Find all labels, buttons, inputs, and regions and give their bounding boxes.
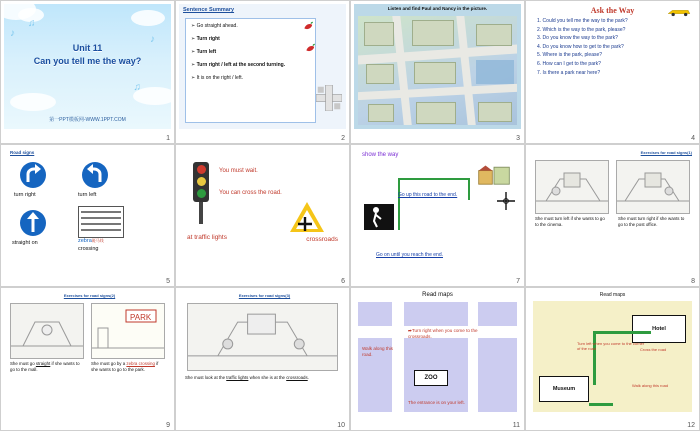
slide-number: 3	[516, 134, 520, 142]
slide-number: 8	[691, 278, 695, 286]
slide-cell-9[interactable]	[0, 287, 175, 431]
road	[456, 16, 475, 125]
building-block	[368, 104, 394, 122]
building-block	[414, 62, 456, 84]
street-sketch-icon	[11, 304, 83, 358]
slide-number: 2	[341, 134, 345, 142]
list-item: 4. Do you know how to get to the park?	[537, 43, 624, 50]
green-light	[197, 189, 206, 198]
crossroads-symbol-icon	[297, 216, 313, 232]
list-item: 7. Is there a park near here?	[537, 69, 601, 76]
hotel-block: Hotel	[632, 315, 686, 343]
slide-7-heading: show the way	[362, 151, 399, 158]
caption-left: She must turn left if she wants to go to the cinema.	[535, 215, 605, 227]
slide-10	[179, 291, 346, 416]
slide-cell-6[interactable]	[175, 144, 350, 288]
list-item: 1. Could you tell me the way to the park?	[537, 18, 628, 24]
underlined-word: traffic lights	[226, 375, 249, 381]
underlined-word: zebra crossing	[126, 361, 155, 367]
road	[358, 84, 517, 100]
text-turn-right	[408, 328, 482, 340]
item-text: It is on the right / left.	[196, 75, 244, 81]
traffic-light-icon	[193, 162, 209, 202]
slide-1-title	[4, 42, 171, 68]
slide-2-heading: Sentence Summary	[183, 7, 235, 13]
slide-12-heading: Read maps	[599, 292, 626, 299]
turn-right-text: Turn right when you come to the crossroads.	[408, 328, 478, 340]
sentence-box	[185, 18, 316, 123]
compass-icon	[497, 192, 515, 210]
map-board	[533, 301, 692, 412]
label-straight-on: straight on	[12, 239, 38, 246]
slide-5-heading: Road signs	[10, 149, 35, 155]
turn-right-arrow-icon	[20, 162, 46, 188]
slide-4	[529, 4, 696, 129]
slide-8-heading: Exercises for road signs(1)	[640, 149, 692, 155]
item-text: Go straight ahead.	[196, 23, 238, 29]
underlined-word: straight	[35, 361, 51, 367]
building-block	[412, 20, 454, 46]
street-photo-left	[10, 303, 84, 359]
museum-block: Museum	[539, 376, 589, 402]
text-walk-along: Walk along this road	[632, 382, 669, 388]
pepper-icon	[304, 42, 316, 54]
label-crossroads: crossroads	[306, 235, 338, 243]
yellow-light	[197, 177, 206, 186]
zebra-cn: 斑马线	[91, 237, 104, 243]
park-sketch-icon	[92, 304, 164, 358]
building-block	[476, 24, 512, 46]
zoo-label: ZOO	[414, 370, 448, 386]
slide-cell-10[interactable]	[175, 287, 350, 431]
red-light	[197, 165, 206, 174]
caption-right: She must turn right if she wants to go to the post office.	[618, 215, 685, 227]
title-line-1: Unit 11	[72, 43, 103, 53]
car-icon	[666, 7, 692, 17]
slide-6	[179, 148, 346, 273]
slide-number: 7	[516, 278, 520, 286]
slide-cell-11[interactable]	[350, 287, 525, 431]
slide-8	[529, 148, 696, 273]
slide-7	[354, 148, 521, 273]
slide-cell-5[interactable]	[0, 144, 175, 288]
building-block	[478, 102, 512, 122]
slide-3	[354, 4, 521, 129]
label-crossing: crossing	[78, 245, 99, 252]
zebra-stripe	[81, 223, 121, 225]
crossroads-sketch-icon	[188, 304, 337, 370]
slide-2	[179, 4, 346, 129]
list-item: ➢ Turn right	[191, 36, 220, 42]
slide-number: 12	[687, 421, 695, 429]
route-line	[593, 331, 596, 385]
caption-left: She must go straight if she wants to go to the mall.	[10, 361, 80, 373]
building-illustration	[477, 162, 511, 186]
slide-cell-1[interactable]	[0, 0, 175, 144]
slide-12	[529, 291, 696, 416]
text-walk-along: Walk along this road.	[362, 346, 393, 358]
road-vertical	[468, 302, 478, 412]
walking-person-icon	[364, 204, 394, 230]
slide-10-heading: Exercises for road signs(3)	[238, 293, 291, 299]
music-note-icon: ♫	[133, 81, 141, 93]
list-item: 5. Where is the park, please?	[537, 52, 603, 59]
zebra-word: zebra	[78, 237, 92, 244]
caption-right: She must go by a zebra crossing if she wants to go to the park.	[91, 361, 159, 373]
text-cross-road: Cross the road	[640, 347, 667, 353]
slide-9	[4, 291, 171, 416]
crossroad-diagram-icon	[316, 85, 342, 111]
slide-11	[354, 291, 521, 416]
list-item: 3. Do you know the way to the park?	[537, 35, 618, 42]
route-line	[589, 403, 613, 406]
list-item: 2. Which is the way to the park, please?	[537, 26, 626, 33]
map-board	[358, 302, 517, 412]
text-entrance: The entrance is on your left.	[408, 399, 465, 405]
underlined-word: crossroads	[286, 375, 308, 381]
road	[392, 16, 411, 125]
text-must-wait: You must wait.	[219, 167, 258, 174]
path-line	[398, 178, 470, 180]
slide-4-heading: Ask the Way	[590, 6, 635, 15]
slide-number: 5	[166, 278, 170, 286]
route-line	[593, 331, 651, 334]
pedestrian-sign-icon	[364, 204, 394, 230]
list-item: 6. How can I get to the park?	[537, 60, 601, 67]
slide-9-heading: Exercises for road signs(2)	[63, 293, 116, 299]
item-text: Turn right / left at the second turning.	[196, 62, 286, 68]
straight-arrow-icon	[20, 210, 46, 236]
zebra-stripe	[81, 211, 121, 213]
sign-straight-on	[20, 210, 46, 236]
street-photo-right	[616, 160, 690, 214]
cloud-shape	[131, 10, 165, 26]
slide-1	[4, 4, 171, 129]
title-line-2: Can you tell me the way?	[33, 56, 142, 66]
slide-number: 9	[166, 421, 170, 429]
sign-turn-left	[82, 162, 108, 188]
slide-cell-8[interactable]	[525, 144, 700, 288]
item-text: Turn left	[196, 49, 217, 55]
zebra-crossing-graphic	[78, 206, 124, 238]
question-list	[537, 17, 694, 77]
slide-3-heading: Listen and find Paul and Nancy in the picture.	[387, 6, 488, 11]
music-note-icon: ♫	[28, 18, 36, 29]
slide-11-heading: Read maps	[422, 292, 453, 299]
water-area	[476, 60, 514, 84]
text-can-cross: You can cross the road.	[219, 189, 282, 196]
turn-left-arrow-icon	[82, 162, 108, 188]
svg-text:PARK: PARK	[130, 313, 152, 323]
slide-number: 4	[691, 134, 695, 142]
slide-5	[4, 148, 171, 273]
slide-number: 6	[341, 278, 345, 286]
text-go-up-road: Go up this road to the end.	[398, 191, 458, 198]
building-block	[366, 64, 394, 84]
zebra-stripe	[81, 229, 121, 231]
text-turn-left: Turn left when you come to the corner of the road	[577, 341, 645, 352]
label-at-traffic-lights: at traffic lights	[187, 233, 227, 241]
street-photo	[187, 303, 338, 371]
building-block	[364, 22, 394, 46]
zebra-stripe	[81, 217, 121, 219]
list-item: ➢ It is on the right / left.	[191, 75, 244, 81]
music-note-icon: ♪	[10, 28, 15, 39]
slide-cell-4[interactable]	[525, 0, 700, 144]
street-sketch-icon	[536, 161, 608, 213]
slide-cell-7[interactable]	[350, 144, 525, 288]
slide-1-footer: 第一PPT模板网-WWW.1PPT.COM	[49, 116, 126, 123]
street-photo-left	[535, 160, 609, 214]
text-go-on-until: Go on until you reach the end.	[376, 252, 443, 259]
street-photo-right	[91, 303, 165, 359]
path-line	[468, 178, 470, 200]
list-item: ➢ Turn left	[191, 49, 217, 55]
slide-cell-3[interactable]	[350, 0, 525, 144]
traffic-light-pole	[199, 202, 203, 224]
slide-number: 10	[337, 421, 345, 429]
city-map-illustration	[358, 16, 517, 125]
label-turn-right: turn right	[14, 191, 36, 198]
list-item: ➢ Turn right / left at the second turning.	[191, 62, 286, 68]
label-zebra	[78, 238, 104, 244]
street-sketch-icon	[617, 161, 689, 213]
slide-cell-2[interactable]	[175, 0, 350, 144]
turn-arrow-icon: ➦	[408, 328, 412, 334]
music-note-icon: ♪	[150, 34, 155, 45]
caption: She must look at the traffic lights when she is at the crossroads.	[185, 375, 309, 381]
path-line	[398, 178, 400, 230]
slide-cell-12[interactable]	[525, 287, 700, 431]
item-text: Turn right	[196, 36, 220, 42]
label-turn-left: turn left	[78, 191, 97, 198]
list-item: ➢ Go straight ahead.	[191, 23, 238, 29]
sign-turn-right	[20, 162, 46, 188]
cloud-shape	[10, 93, 56, 111]
building-block	[416, 102, 456, 124]
slide-number: 11	[512, 421, 520, 429]
pepper-icon	[302, 20, 314, 32]
slide-number: 1	[166, 134, 170, 142]
